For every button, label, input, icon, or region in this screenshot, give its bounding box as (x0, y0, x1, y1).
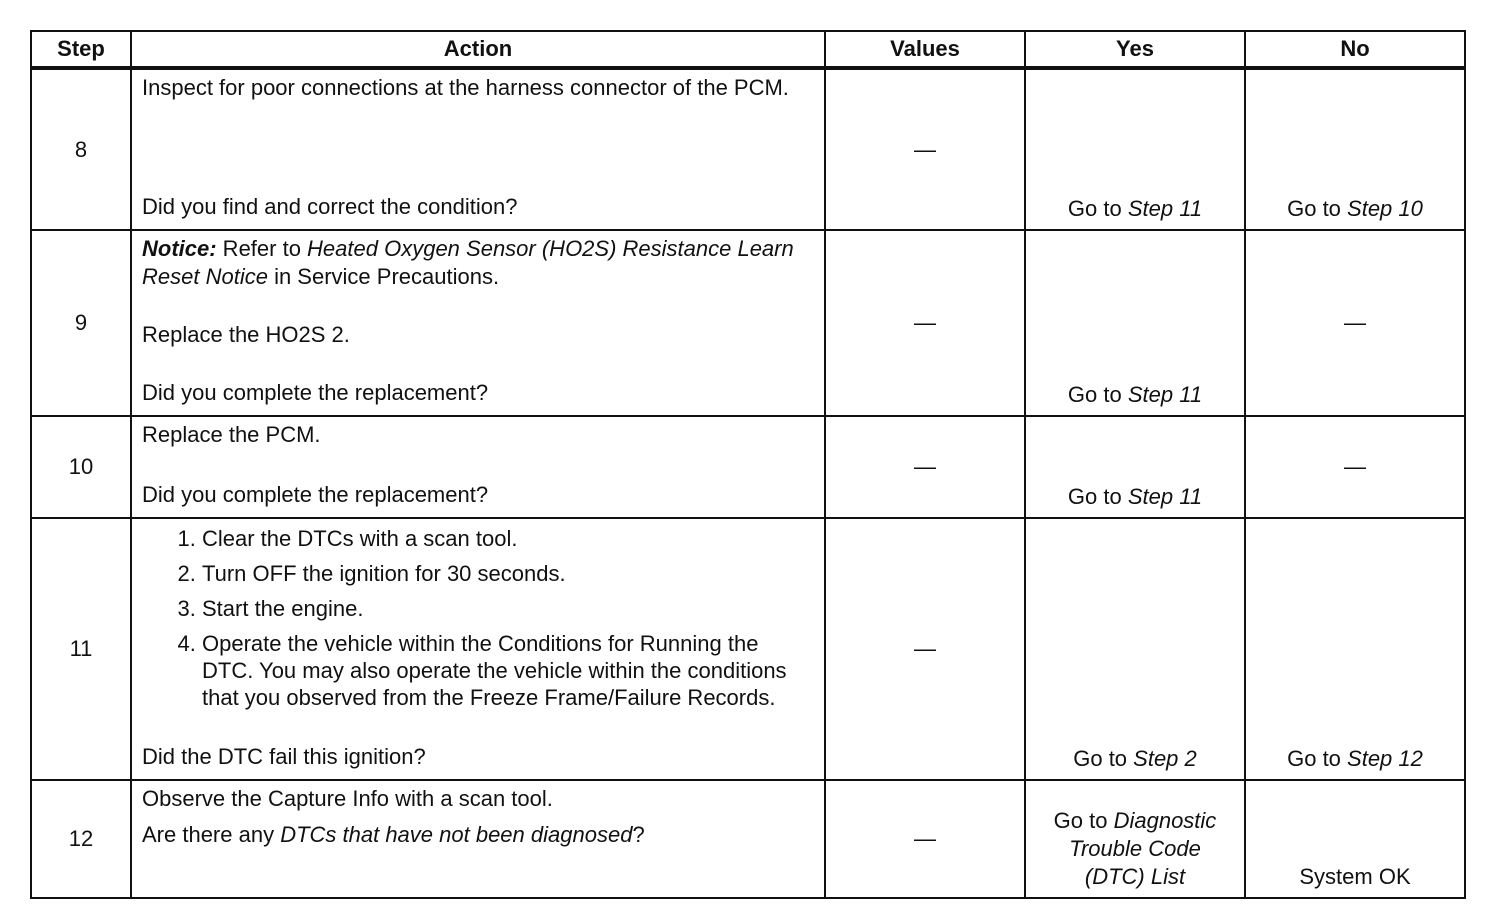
no-cell: — (1245, 230, 1465, 416)
step-number: 9 (31, 230, 131, 416)
header-step: Step (31, 31, 131, 68)
yes-step-link[interactable]: Step 11 (1127, 484, 1203, 509)
yes-prefix: Go to (1073, 746, 1134, 771)
yes-step-link[interactable]: Step 2 (1133, 746, 1197, 771)
table-row (31, 416, 1465, 518)
yes-step-link[interactable]: Step 11 (1127, 382, 1203, 407)
table-row (31, 780, 1465, 898)
yes-prefix: Go to (1067, 484, 1128, 509)
question-text: Did you complete the replacement? (142, 380, 489, 405)
action-cell (131, 518, 825, 780)
action-cell (131, 68, 825, 230)
action-cell (131, 780, 825, 898)
action-cell (131, 230, 825, 416)
list-item: 2. Turn OFF the ignition for 30 seconds. (202, 560, 814, 587)
header-row (31, 31, 1465, 68)
value-cell: — (825, 68, 1025, 230)
notice-reference: Heated Oxygen Sensor (HO2S) Resistance Learn Reset Notice (142, 236, 794, 289)
yes-prefix: Go to (1067, 196, 1128, 221)
no-cell (1245, 68, 1465, 230)
yes-dtc-list-link[interactable]: Diagnostic Trouble Code (DTC) List (1069, 808, 1217, 889)
diagnostic-table (30, 30, 1466, 899)
action-text: Replace the HO2S 2. (142, 322, 350, 347)
no-step-link[interactable]: Step 12 (1347, 746, 1423, 771)
list-item: 3. Start the engine. (202, 595, 814, 622)
yes-cell (1025, 230, 1245, 416)
step-number: 10 (31, 416, 131, 518)
no-cell: — (1245, 416, 1465, 518)
yes-cell (1025, 518, 1245, 780)
yes-cell (1025, 780, 1245, 898)
question-text: Did the DTC fail this ignition? (142, 744, 426, 769)
header-yes: Yes (1025, 31, 1245, 68)
notice-label: Notice: (142, 236, 217, 261)
header-action: Action (131, 31, 825, 68)
header-no: No (1245, 31, 1465, 68)
table-row (31, 518, 1465, 780)
step-number: 8 (31, 68, 131, 230)
question-text (142, 821, 814, 849)
table-row (31, 230, 1465, 416)
action-text: Inspect for poor connections at the harness connector of the PCM. (142, 75, 789, 100)
question-text: Did you find and correct the condition? (142, 194, 518, 219)
yes-prefix: Go to (1067, 382, 1128, 407)
yes-cell (1025, 416, 1245, 518)
value-cell: — (825, 518, 1025, 780)
notice-text-part: in Service Precautions. (267, 264, 500, 289)
notice-text-part: Refer to (216, 236, 308, 261)
value-cell: — (825, 780, 1025, 898)
table-row (31, 68, 1465, 230)
question-italic: DTCs that have not been diagnosed (280, 822, 633, 847)
list-item: 1. Clear the DTCs with a scan tool. (202, 525, 814, 552)
list-item: 4. Operate the vehicle within the Conditions for Running the DTC. You may also operate the vehicle within the conditions that you observed from the Freeze Frame/Failure Records. (202, 630, 814, 711)
value-cell: — (825, 416, 1025, 518)
no-step-link[interactable]: Step 10 (1347, 196, 1423, 221)
yes-step-link[interactable]: Step 11 (1127, 196, 1203, 221)
no-cell: System OK (1245, 780, 1465, 898)
step-number: 11 (31, 518, 131, 780)
step-number: 12 (31, 780, 131, 898)
procedure-list (142, 525, 814, 719)
notice-text (142, 235, 814, 291)
value-cell: — (825, 230, 1025, 416)
question-prefix: Are there any (142, 822, 281, 847)
question-text: Did you complete the replacement? (142, 482, 489, 507)
no-cell (1245, 518, 1465, 780)
no-prefix: Go to (1287, 746, 1348, 771)
yes-prefix: Go to (1053, 808, 1114, 833)
action-text: Observe the Capture Info with a scan tool. (142, 786, 553, 811)
yes-cell (1025, 68, 1245, 230)
action-text: Replace the PCM. (142, 422, 321, 447)
header-values: Values (825, 31, 1025, 68)
no-prefix: Go to (1287, 196, 1348, 221)
action-cell (131, 416, 825, 518)
question-suffix: ? (632, 822, 645, 847)
